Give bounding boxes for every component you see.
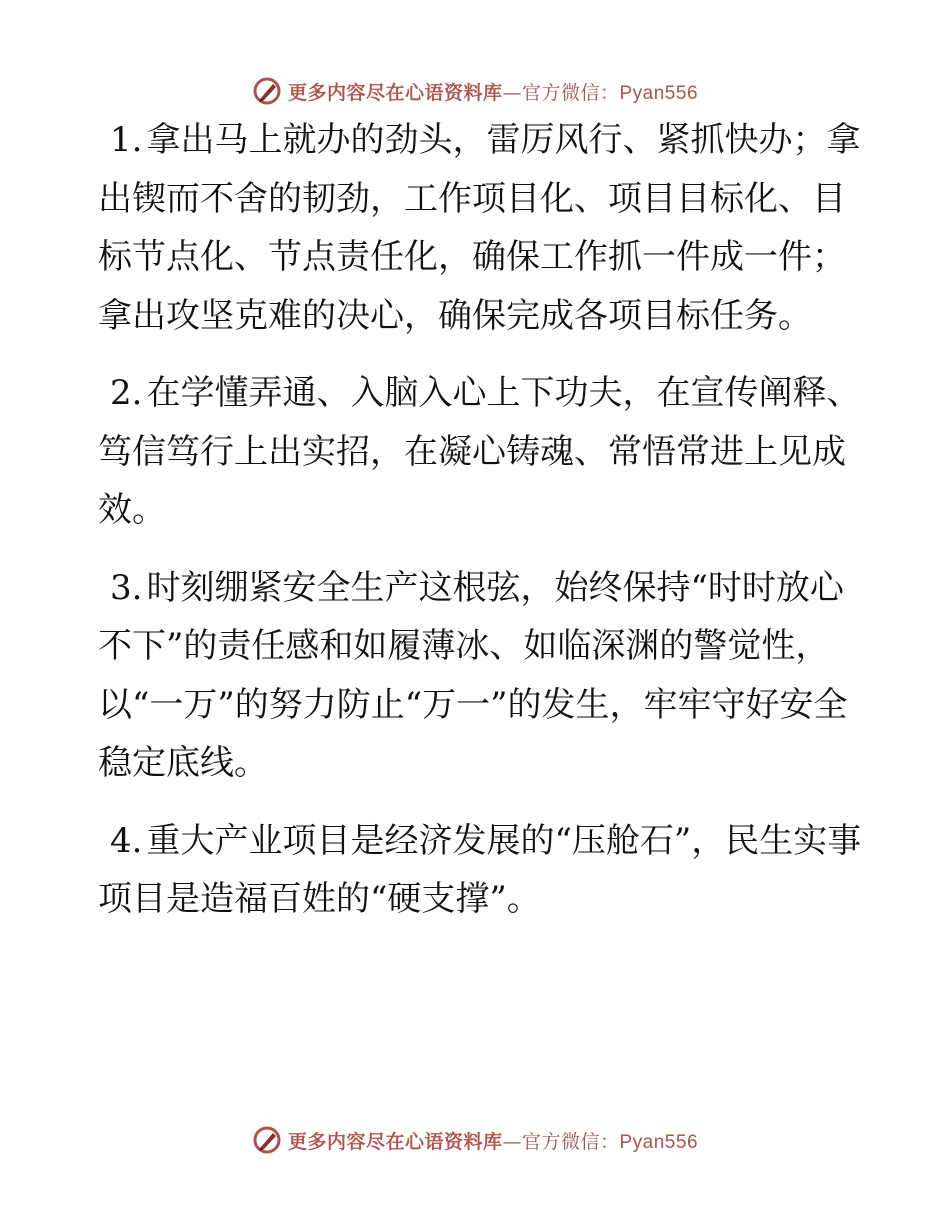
paragraph-number: 2. xyxy=(110,373,143,413)
footer-wechat-id: Pyan556 xyxy=(619,1131,699,1153)
paragraph-number: 3. xyxy=(110,567,143,608)
pen-logo-icon xyxy=(252,1125,282,1155)
footer-banner xyxy=(0,1120,950,1160)
paragraph-text: 拿出马上就办的劲头，雷厉风行、紧抓快办；拿出锲而不舍的韧劲，工作项目化、项目目标化、目标节点化、节点责任化，确保工作抓一件成一件；拿出攻坚克难的决心，确保完成各项目标任务。 xyxy=(98,120,861,336)
pen-logo-icon xyxy=(252,76,282,106)
footer-title: 更多内容尽在心语资料库 xyxy=(287,1130,503,1153)
document-body xyxy=(98,111,868,948)
paragraph-text: 时刻绷紧安全生产这根弦，始终保持“时时放心不下”的责任感和如履薄冰、如临深渊的警觉性，以“一万”的努力防止“万一”的发生，牢牢守好安全稳定底线。 xyxy=(98,567,848,783)
paragraph-number: 4. xyxy=(110,820,143,861)
paragraph-text: 在学懂弄通、入脑入心上下功夫，在宣传阐释、笃信笃行上出实招，在凝心铸魂、常悟常进上见成效。 xyxy=(98,373,861,530)
footer-text xyxy=(288,1127,698,1154)
paragraph-2 xyxy=(98,364,868,540)
header-banner xyxy=(0,71,950,111)
paragraph-number: 1. xyxy=(110,120,143,160)
paragraph-text: 重大产业项目是经济发展的“压舱石”，民生实事项目是造福百姓的“硬支撑”。 xyxy=(98,820,862,919)
header-text xyxy=(288,78,698,105)
paragraph-3 xyxy=(98,559,868,793)
paragraph-1 xyxy=(98,111,868,345)
header-title: 更多内容尽在心语资料库 xyxy=(287,81,503,104)
footer-wechat-label: —官方微信： xyxy=(502,1130,620,1153)
header-wechat-label: —官方微信： xyxy=(502,81,620,104)
paragraph-4 xyxy=(98,812,868,929)
header-wechat-id: Pyan556 xyxy=(619,82,699,104)
